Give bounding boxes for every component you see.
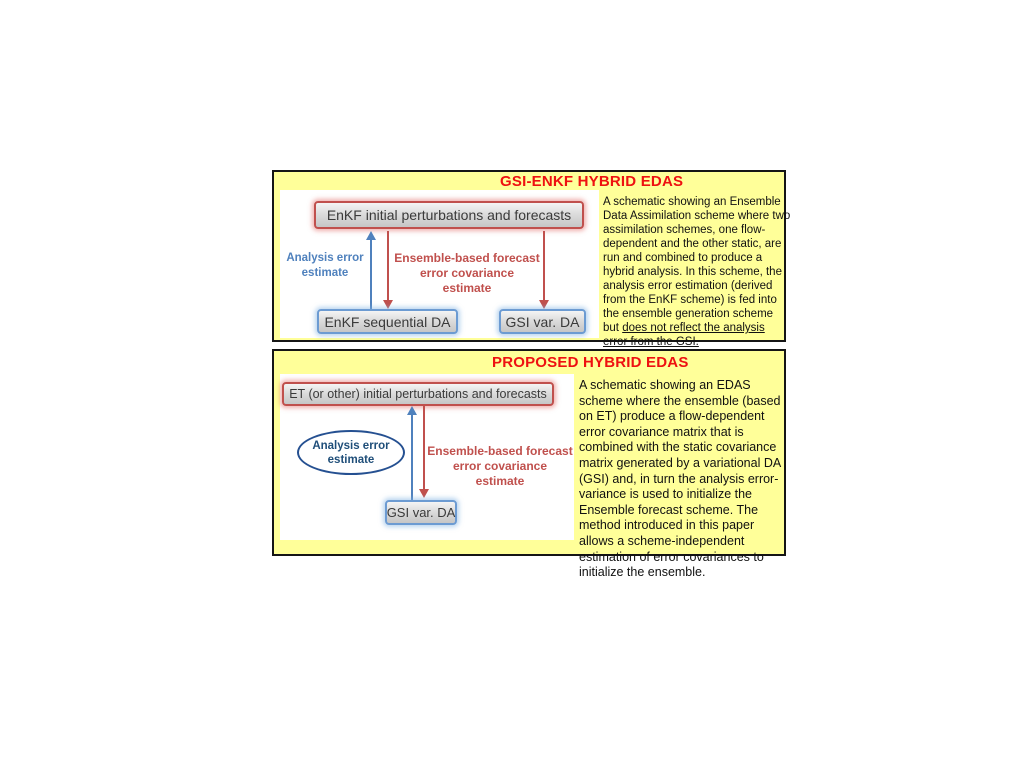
gsi-var-da-box: GSI var. DA (385, 500, 457, 525)
panel1-title: GSI-ENKF HYBRID EDAS (500, 173, 684, 190)
enkf-sequential-da-box: EnKF sequential DA (317, 309, 458, 334)
panel2-description (579, 378, 792, 581)
panel1-description-text: A schematic showing an Ensemble Data Assimilation scheme where two assimilation schemes, one flow-dependent and the other static, are run and combined to produce a hybrid analysis. In this scheme, the analysis error estimation (derived from the EnKF scheme) is fed into the ensemble generation scheme but (603, 196, 791, 334)
arrow-down-icon (419, 489, 429, 498)
arrow-up-icon (407, 406, 417, 415)
panel-gsi-enkf-hybrid-edas (272, 170, 791, 348)
panel1-description-underlined-text: does not reflect the analysis error from the GSI. (603, 322, 765, 348)
forecast-covariance-down-arrow-right (539, 231, 549, 309)
gsi-var-da-box: GSI var. DA (499, 309, 586, 334)
arrow-down-icon (539, 300, 549, 309)
et-initial-perturbations-box: ET (or other) initial perturbations and forecasts (282, 382, 554, 406)
analysis-error-estimate-label: Analysis error estimate (286, 252, 364, 279)
arrow-down-icon (383, 300, 393, 309)
panel-proposed-hybrid-edas (272, 349, 786, 580)
panel2-diagram-area (280, 374, 574, 540)
panel1-description (603, 195, 792, 349)
ensemble-forecast-covariance-label: Ensemble-based forecast error covariance estimate (427, 444, 573, 488)
forecast-covariance-down-arrow-left (383, 231, 393, 309)
arrow-up-icon (366, 231, 376, 240)
panel2-description-text: A schematic showing an EDAS scheme where the ensemble (based on ET) produce a flow-dependent error covariance matrix that is combined with the static covariance matrix generated by a variational DA (GSI) and, in turn the analysis error-variance is used to initialize the Ensemble forecast scheme. The method introduced in this paper allows a scheme-independent estimation of error covariances to initialize the ensemble. (579, 378, 781, 580)
enkf-initial-perturbations-box: EnKF initial perturbations and forecasts (314, 201, 584, 229)
ensemble-forecast-covariance-label: Ensemble-based forecast error covariance estimate (394, 251, 540, 295)
analysis-error-up-arrow (407, 406, 417, 500)
panel1-diagram-area (280, 190, 599, 338)
analysis-error-estimate-label: Analysis error estimate (312, 439, 390, 466)
panel2-title: PROPOSED HYBRID EDAS (492, 354, 689, 371)
analysis-error-estimate-ellipse (297, 430, 405, 475)
